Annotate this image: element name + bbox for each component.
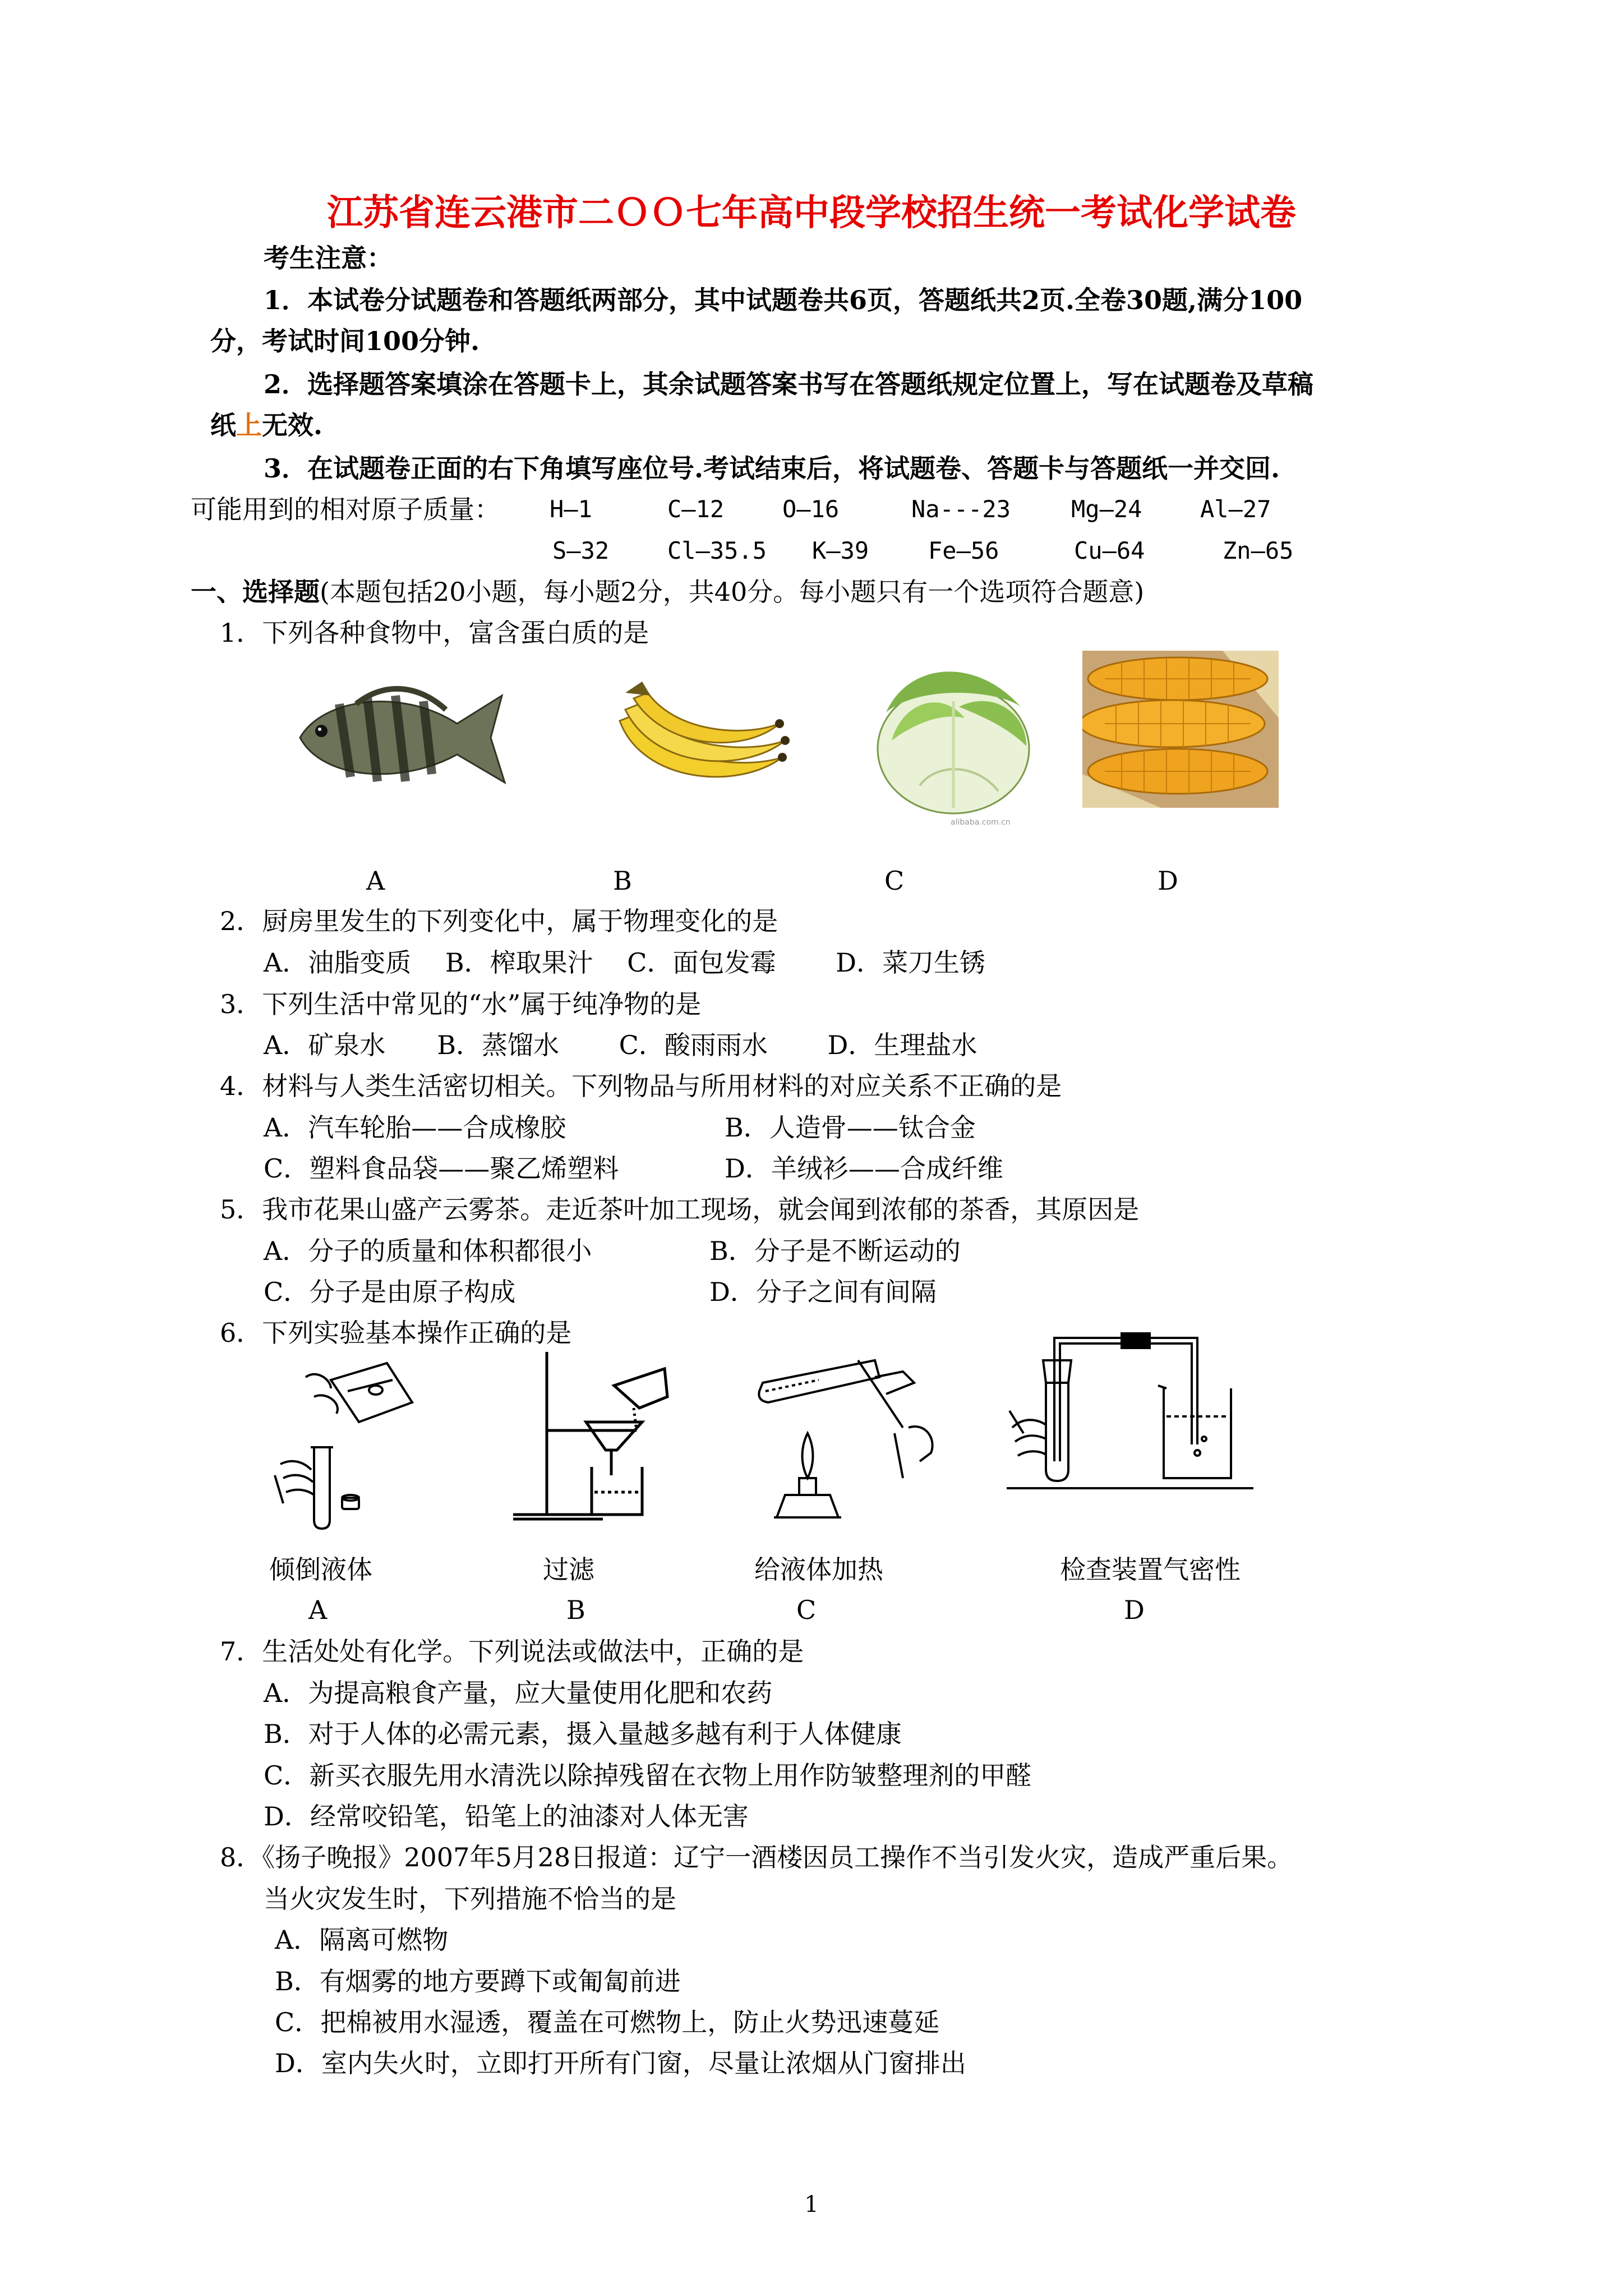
q4-option-b: B．人造骨——钛合金 (725, 1112, 976, 1143)
q4-option-a: A．汽车轮胎——合成橡胶 (264, 1112, 566, 1143)
section-1-heading: 一、选择题(本题包括20小题，每小题2分，共40分。每小题只有一个选项符合题意) (191, 577, 1145, 607)
q8-option-b: B．有烟雾的地方要蹲下或匍匐前进 (275, 1966, 681, 1996)
q7-stem: 7．生活处处有化学。下列说法或做法中，正确的是 (220, 1636, 804, 1667)
q8-stem-line-1: 8．《扬子晚报》2007年5月28日报道：辽宁一酒楼因员工操作不当引发火灾，造成严重后果。 (220, 1842, 1293, 1872)
notice-item-1-line-2: 分，考试时间100分钟. (210, 326, 480, 356)
notice-item-2-line-1: 2．选择题答案填涂在答题卡上，其余试题答案书写在答题纸规定位置上，写在试题卷及草稿 (264, 369, 1314, 399)
q8-stem-line-2: 当火灾发生时，下列措施不恰当的是 (264, 1884, 676, 1914)
atomic-mass-s: S—32 (552, 537, 610, 564)
heating-liquid-diagram (751, 1349, 942, 1529)
watermark-text: alibaba.com.cn (951, 818, 1011, 827)
q7-option-a: A．为提高粮食产量，应大量使用化肥和农药 (264, 1678, 773, 1708)
page-number: 1 (804, 2192, 819, 2217)
q4-stem: 4．材料与人类生活密切相关。下列物品与所用材料的对应关系不正确的是 (220, 1071, 1062, 1101)
q1-label-a: A (366, 866, 385, 896)
q6-label-d: D (1124, 1595, 1145, 1625)
q6-caption-a: 倾倒液体 (269, 1554, 372, 1585)
q5-option-d: D．分子之间有间隔 (709, 1277, 937, 1307)
fish-image (289, 670, 513, 805)
notice-item-2-line-2: 纸上无效. (210, 410, 323, 440)
notice-heading: 考生注意： (264, 243, 393, 273)
atomic-mass-h: H—1 (550, 495, 592, 523)
atomic-mass-na: Na---23 (911, 495, 1011, 523)
atomic-mass-mg: Mg—24 (1071, 495, 1142, 523)
q8-option-d: D．室内失火时，立即打开所有门窗，尽量让浓烟从门窗排出 (275, 2048, 966, 2078)
atomic-mass-c: C—12 (667, 495, 725, 523)
atomic-mass-cl: Cl—35.5 (667, 537, 767, 564)
q5-option-a: A．分子的质量和体积都很小 (264, 1236, 592, 1266)
q6-caption-b: 过滤 (543, 1554, 594, 1585)
q7-option-b: B．对于人体的必需元素，摄入量越多越有利于人体健康 (264, 1719, 902, 1749)
exam-title: 江苏省连云港市二ＯＯ七年高中段学校招生统一考试化学试卷 (327, 192, 1296, 234)
banana-image (608, 670, 794, 799)
q2-options: A．油脂变质 B．榨取果汁 C．面包发霉 D．菜刀生锈 (264, 947, 985, 978)
atomic-mass-o: O—16 (782, 495, 840, 523)
q6-caption-c: 给液体加热 (754, 1554, 883, 1585)
atomic-mass-fe: Fe—56 (928, 537, 999, 564)
corn-image (1082, 651, 1279, 808)
notice-item-3: 3．在试题卷正面的右下角填写座位号.考试结束后，将试题卷、答题卡与答题纸一并交回. (264, 453, 1280, 484)
q1-label-b: B (613, 866, 632, 896)
q7-option-c: C．新买衣服先用水清洗以除掉残留在衣物上用作防皱整理剂的甲醛 (264, 1760, 1032, 1791)
q4-option-c: C．塑料食品袋——聚乙烯塑料 (264, 1153, 619, 1184)
atomic-mass-al: Al—27 (1200, 495, 1271, 523)
airtightness-check-diagram (1007, 1327, 1253, 1489)
q1-stem: 1．下列各种食物中，富含蛋白质的是 (220, 618, 649, 648)
q8-option-a: A．隔离可燃物 (275, 1925, 449, 1955)
q3-stem: 3．下列生活中常见的“水”属于纯净物的是 (220, 989, 702, 1019)
q1-label-d: D (1158, 866, 1178, 896)
atomic-mass-label: 可能用到的相对原子质量： (191, 494, 500, 524)
q2-stem: 2．厨房里发生的下列变化中，属于物理变化的是 (220, 906, 778, 936)
q6-label-a: A (308, 1595, 328, 1625)
pouring-liquid-diagram (264, 1358, 432, 1531)
filtration-diagram (508, 1346, 687, 1531)
q5-option-c: C．分子是由原子构成 (264, 1277, 516, 1307)
q5-stem: 5．我市花果山盛产云雾茶。走近茶叶加工现场，就会闻到浓郁的茶香，其原因是 (220, 1194, 1140, 1225)
q1-label-c: C (884, 866, 905, 896)
notice-item-1-line-1: 1．本试卷分试题卷和答题纸两部分，其中试题卷共6页，答题纸共2页.全卷30题,满分100 (264, 285, 1303, 315)
q4-option-d: D．羊绒衫——合成纤维 (725, 1153, 1003, 1184)
q6-label-b: B (566, 1595, 585, 1625)
q8-option-c: C．把棉被用水湿透，覆盖在可燃物上，防止火势迅速蔓延 (275, 2007, 940, 2037)
q6-caption-d: 检查装置气密性 (1060, 1554, 1241, 1585)
atomic-mass-k: K—39 (812, 537, 869, 564)
q6-label-c: C (796, 1595, 817, 1625)
q6-stem: 6．下列实验基本操作正确的是 (220, 1318, 572, 1348)
q3-options: A．矿泉水 B．蒸馏水 C．酸雨雨水 D．生理盐水 (264, 1030, 978, 1060)
cabbage-image (852, 651, 1054, 830)
atomic-mass-zn: Zn—65 (1223, 537, 1294, 564)
atomic-mass-cu: Cu—64 (1074, 537, 1145, 564)
q7-option-d: D．经常咬铅笔，铅笔上的油漆对人体无害 (264, 1801, 749, 1832)
q5-option-b: B．分子是不断运动的 (709, 1236, 961, 1266)
